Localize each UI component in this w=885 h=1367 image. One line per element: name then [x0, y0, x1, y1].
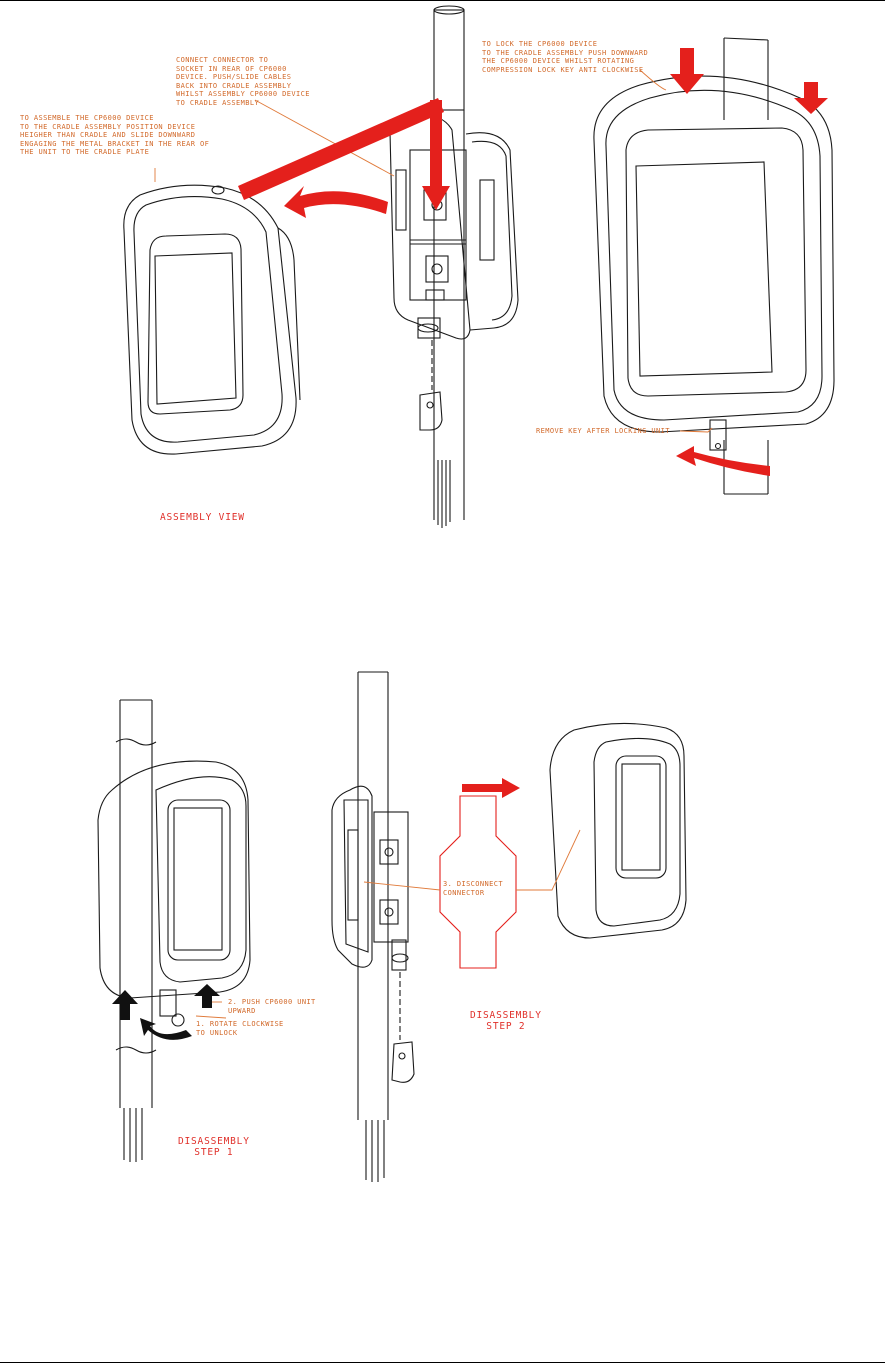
caption-assembly-view: ASSEMBLY VIEW	[160, 512, 245, 523]
device-left-assembly	[124, 185, 300, 454]
note-assemble-device: TO ASSEMBLE THE CP6000 DEVICE TO THE CRADLE ASSEMBLY POSITION DEVICE HEIGHER THAN CRADLE AND SLIDE DOWNWARD ENGAGING THE METAL BRACKET IN THE REAR OF THE UNIT TO THE CRADLE PLATE	[20, 114, 210, 157]
down-bar-arrow	[430, 100, 442, 188]
note-disconnect-connector: 3. DISCONNECT CONNECTOR	[443, 880, 503, 897]
caption-disassembly-step2: DISASSEMBLY STEP 2	[470, 1010, 542, 1032]
caption-disassembly-step1: DISASSEMBLY STEP 1	[178, 1136, 250, 1158]
note-connect-connector: CONNECT CONNECTOR TO SOCKET IN REAR OF CP6000 DEVICE. PUSH/SLIDE CABLES BACK INTO CRADLE ASSEMBLY WHILST ASSEMBLY CP6000 DEVICE TO CRADLE ASSEMBLY	[176, 56, 310, 107]
note-rotate-clockwise: 1. ROTATE CLOCKWISE TO UNLOCK	[196, 1020, 284, 1037]
note-push-unit-upward: 2. PUSH CP6000 UNIT UPWARD	[228, 998, 316, 1015]
pole-step2	[358, 672, 388, 1182]
pole-right	[724, 38, 768, 494]
slide-bar-arrow	[238, 98, 444, 200]
push-down-arrow-2	[794, 82, 828, 114]
lock-key-top	[418, 290, 444, 430]
cradle-step2	[332, 786, 414, 1082]
device-step1	[98, 761, 250, 1026]
device-step2-detached	[550, 723, 686, 938]
note-lock-device: TO LOCK THE CP6000 DEVICE TO THE CRADLE ASSEMBLY PUSH DOWNWARD THE CP6000 DEVICE WHILST ROTATING COMPRESSION LOCK KEY ANTI CLOCKWISE	[482, 40, 649, 74]
device-right-assembly	[594, 76, 834, 450]
note-remove-key: REMOVE KEY AFTER LOCKING UNIT	[536, 427, 670, 435]
pole-top	[434, 6, 464, 528]
curved-left-arrow	[284, 186, 388, 218]
push-down-arrow-1	[670, 48, 704, 94]
cradle-assembly-top	[390, 115, 518, 339]
red-arrows	[238, 48, 828, 798]
pole-step1	[116, 700, 156, 1162]
pull-out-arrow	[462, 778, 520, 798]
push-up-arrow-2	[194, 984, 220, 1008]
